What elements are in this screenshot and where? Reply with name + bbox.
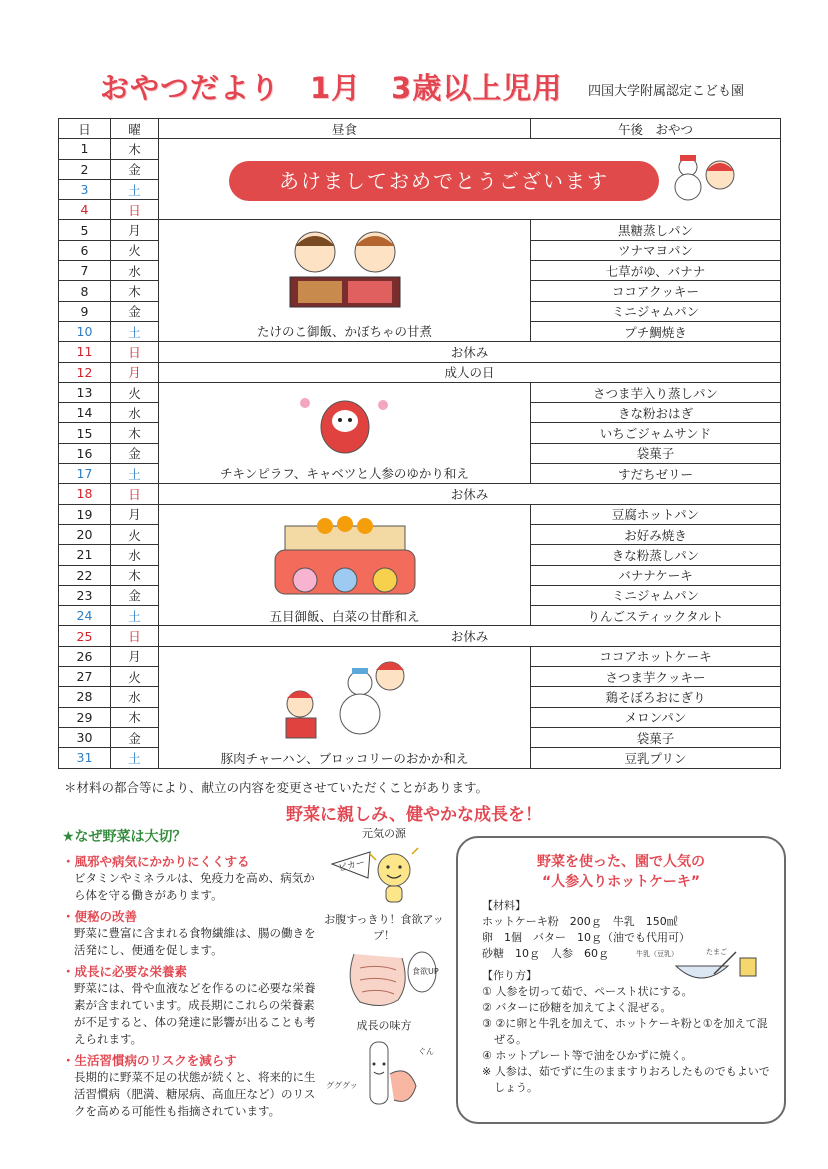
ingredients-heading: 【材料】 — [482, 899, 526, 912]
weekday-cell: 日 — [111, 342, 159, 362]
day-cell: 17 — [59, 464, 111, 484]
day-cell: 5 — [59, 220, 111, 240]
weekday-cell: 水 — [111, 545, 159, 565]
lunch-illustration-cell — [159, 382, 531, 463]
table-row — [59, 484, 781, 504]
weekday-cell: 金 — [111, 585, 159, 605]
table-row — [59, 342, 781, 362]
weekday-cell: 金 — [111, 727, 159, 747]
recipe-step: ② バターに砂糖を加えてよく混ぜる。 — [482, 1001, 672, 1014]
day-cell: 7 — [59, 261, 111, 281]
day-cell: 21 — [59, 545, 111, 565]
day-cell: 3 — [59, 179, 111, 199]
day-cell: 12 — [59, 362, 111, 382]
snack-cell: メロンパン — [531, 707, 781, 727]
weekday-cell: 火 — [111, 524, 159, 544]
weekday-cell: 火 — [111, 382, 159, 402]
day-cell: 13 — [59, 382, 111, 402]
snack-cell: ココアホットケーキ — [531, 646, 781, 666]
weekday-cell: 金 — [111, 159, 159, 179]
happy-vegetable-illustration — [324, 842, 444, 908]
recipe-title — [458, 852, 784, 892]
snack-cell: ミニジャムパン — [531, 301, 781, 321]
weekday-cell: 日 — [111, 484, 159, 504]
day-cell: 22 — [59, 565, 111, 585]
snack-cell: 豆乳プリン — [531, 748, 781, 768]
shokuyoku-label: 食欲UP — [412, 967, 439, 976]
snack-cell: ツナマヨパン — [531, 240, 781, 260]
snack-cell: ココアクッキー — [531, 281, 781, 301]
recipe-body — [458, 892, 784, 1096]
table-row — [59, 748, 781, 768]
school-name: 四国大学附属認定こども園 — [588, 84, 745, 99]
snack-cell: ミニジャムパン — [531, 585, 781, 605]
menu-table — [58, 118, 781, 769]
guguu-label: グググッ — [326, 1081, 358, 1090]
intestine-illustration — [324, 944, 444, 1014]
mixing-bowl-illustration — [636, 944, 766, 988]
weekday-cell: 水 — [111, 261, 159, 281]
table-row — [59, 382, 781, 402]
weekday-cell: 土 — [111, 464, 159, 484]
day-cell: 1 — [59, 139, 111, 159]
day-cell: 15 — [59, 423, 111, 443]
new-year-cell — [159, 139, 781, 220]
day-cell: 23 — [59, 585, 111, 605]
lunch-illustration-cell — [159, 646, 531, 747]
col-header-dow: 曜 — [111, 119, 159, 139]
vegetable-subheading: 野菜に親しみ、健やかな成長を！ — [285, 805, 543, 825]
snack-cell: 黒糖蒸しパン — [531, 220, 781, 240]
weekday-cell: 火 — [111, 240, 159, 260]
point-heading: ・生活習慣病のリスクを減らす — [62, 1053, 237, 1068]
snowman-icon — [670, 153, 740, 203]
steps-heading: 【作り方】 — [482, 969, 537, 982]
weekday-cell: 木 — [111, 707, 159, 727]
new-year-banner: あけましておめでとうございます — [229, 161, 659, 201]
day-cell: 24 — [59, 606, 111, 626]
point-body: 長期的に野菜不足の状態が続くと、将来的に生活習慣病（肥満、糖尿病、高血圧など）のリスクを高める可能性も指摘されています。 — [74, 1070, 316, 1118]
recipe-step: ④ ホットプレート等で油をひかずに焼く。 — [482, 1049, 693, 1062]
recipe-step: ③ ②に卵と牛乳を加えて、ホットケーキ粉と①を加えて混ぜる。 — [482, 1017, 768, 1046]
day-cell: 27 — [59, 667, 111, 687]
table-header-row — [59, 119, 781, 139]
snack-cell: 豆腐ホットパン — [531, 504, 781, 524]
snack-cell: りんごスティックタルト — [531, 606, 781, 626]
nobi-label: ぐん — [418, 1047, 434, 1056]
day-cell: 9 — [59, 301, 111, 321]
snack-cell: バナナケーキ — [531, 565, 781, 585]
daruma-illustration — [285, 387, 405, 457]
recipe-title-line1: 野菜を使った、園で人気の — [537, 854, 705, 870]
point-heading: ・成長に必要な栄養素 — [62, 964, 188, 979]
day-cell: 28 — [59, 687, 111, 707]
holiday-cell: お休み — [159, 342, 781, 362]
recipe-box — [456, 836, 786, 1124]
table-row — [59, 504, 781, 524]
snack-cell: 七草がゆ、バナナ — [531, 261, 781, 281]
point-item — [62, 962, 320, 1048]
day-cell: 25 — [59, 626, 111, 646]
day-cell: 19 — [59, 504, 111, 524]
holiday-cell: お休み — [159, 484, 781, 504]
snack-cell: さつま芋入り蒸しパン — [531, 382, 781, 402]
menu-table-body — [59, 139, 781, 768]
weekday-cell: 月 — [111, 362, 159, 382]
weekday-cell: 月 — [111, 646, 159, 666]
onaka-label: お腹すっきり！食欲アップ！ — [324, 913, 444, 942]
lunch-cell: チキンピラフ、キャベツと人参のゆかり和え — [159, 464, 531, 484]
point-item — [62, 852, 320, 904]
weekday-cell: 木 — [111, 281, 159, 301]
table-row — [59, 606, 781, 626]
weekday-cell: 土 — [111, 748, 159, 768]
weekday-cell: 木 — [111, 423, 159, 443]
lunch-cell: 豚肉チャーハン、ブロッコリーのおかか和え — [159, 748, 531, 768]
table-row — [59, 362, 781, 382]
day-cell: 20 — [59, 524, 111, 544]
kotatsu-animals-illustration — [265, 506, 425, 601]
snowman-children-illustration — [260, 648, 430, 743]
day-cell: 29 — [59, 707, 111, 727]
lunch-cell: たけのこ御飯、かぼちゃの甘煮 — [159, 321, 531, 341]
point-item — [62, 907, 320, 959]
day-cell: 16 — [59, 443, 111, 463]
weekday-cell: 金 — [111, 301, 159, 321]
day-cell: 18 — [59, 484, 111, 504]
day-cell: 11 — [59, 342, 111, 362]
weekday-cell: 水 — [111, 403, 159, 423]
snack-cell: 鶏そぼろおにぎり — [531, 687, 781, 707]
day-cell: 4 — [59, 200, 111, 220]
point-item — [62, 1051, 320, 1120]
snack-cell: きな粉おはぎ — [531, 403, 781, 423]
day-cell: 26 — [59, 646, 111, 666]
genki-label: 元気の源 — [362, 827, 406, 840]
holiday-cell: 成人の日 — [159, 362, 781, 382]
snack-cell: すだちゼリー — [531, 464, 781, 484]
pikaa-label: ピカー — [337, 858, 367, 875]
weekday-cell: 木 — [111, 139, 159, 159]
weekday-cell: 月 — [111, 504, 159, 524]
table-row — [59, 139, 781, 159]
lunch-illustration-cell — [159, 504, 531, 605]
weekday-cell: 日 — [111, 200, 159, 220]
recipe-step: ※ 人参は、茹でずに生のまますりおろしたものでもよいでしょう。 — [482, 1065, 770, 1094]
day-cell: 14 — [59, 403, 111, 423]
point-body: 野菜に豊富に含まれる食物繊維は、腸の働きを活発にし、便通を促します。 — [74, 926, 316, 957]
point-body: 野菜には、骨や血液などを作るのに必要な栄養素が含まれています。成長期にこれらの栄養素が不足すると、体の発達に影響が出ることも考えられます。 — [74, 981, 316, 1046]
table-row — [59, 646, 781, 666]
why-vegetables-section — [62, 826, 320, 1120]
point-heading: ・便秘の改善 — [62, 909, 138, 924]
weekday-cell: 水 — [111, 687, 159, 707]
col-header-day: 日 — [59, 119, 111, 139]
table-row — [59, 220, 781, 240]
weekday-cell: 月 — [111, 220, 159, 240]
milk-label: 牛乳（豆乳） — [636, 950, 678, 958]
weekday-cell: 木 — [111, 565, 159, 585]
day-cell: 31 — [59, 748, 111, 768]
day-cell: 30 — [59, 727, 111, 747]
weekday-cell: 金 — [111, 443, 159, 463]
weekday-cell: 土 — [111, 606, 159, 626]
snack-cell: 袋菓子 — [531, 443, 781, 463]
day-cell: 10 — [59, 321, 111, 341]
snack-cell: いちごジャムサンド — [531, 423, 781, 443]
holiday-cell: お休み — [159, 626, 781, 646]
recipe-title-line2: “人参入りホットケーキ” — [541, 874, 701, 890]
weekday-cell: 日 — [111, 626, 159, 646]
day-cell: 6 — [59, 240, 111, 260]
seichou-label: 成長の味方 — [356, 1019, 412, 1032]
page-title: おやつだより 1月 3歳以上児用 — [100, 71, 563, 105]
weekday-cell: 火 — [111, 667, 159, 687]
lunch-cell: 五目御飯、白菜の甘酢和え — [159, 606, 531, 626]
why-title: ★なぜ野菜は大切？ — [62, 829, 187, 845]
children-osechi-illustration — [270, 222, 420, 317]
lunch-illustration-cell — [159, 220, 531, 321]
point-body: ビタミンやミネラルは、免疫力を高め、病気から体を守る働きがあります。 — [74, 871, 315, 902]
snack-cell: きな粉蒸しパン — [531, 545, 781, 565]
vegetable-illustrations — [324, 826, 444, 1118]
ingredient-line: 砂糖 10ｇ 人参 60ｇ — [482, 947, 609, 960]
table-row — [59, 626, 781, 646]
point-heading: ・風邪や病気にかかりにくくする — [62, 854, 250, 869]
snack-cell: お好み焼き — [531, 524, 781, 544]
bone-illustration — [324, 1034, 444, 1114]
menu-change-note: ＊材料の都合等により、献立の内容を変更させていただくことがあります。 — [64, 780, 489, 795]
table-row — [59, 321, 781, 341]
weekday-cell: 土 — [111, 321, 159, 341]
day-cell: 2 — [59, 159, 111, 179]
ingredient-line: ホットケーキ粉 200ｇ 牛乳 150㎖ — [482, 915, 678, 928]
ingredient-line: 卵 1個 バター 10ｇ（油でも代用可） — [482, 931, 690, 944]
egg-label: たまご — [706, 948, 727, 956]
snack-cell: 袋菓子 — [531, 727, 781, 747]
col-header-lunch: 昼食 — [159, 119, 531, 139]
table-row — [59, 464, 781, 484]
day-cell: 8 — [59, 281, 111, 301]
col-header-snack: 午後 おやつ — [531, 119, 781, 139]
recipe-step: ① 人参を切って茹で、ペースト状にする。 — [482, 985, 693, 998]
weekday-cell: 土 — [111, 179, 159, 199]
snack-cell: さつま芋クッキー — [531, 667, 781, 687]
snack-cell: プチ鯛焼き — [531, 321, 781, 341]
